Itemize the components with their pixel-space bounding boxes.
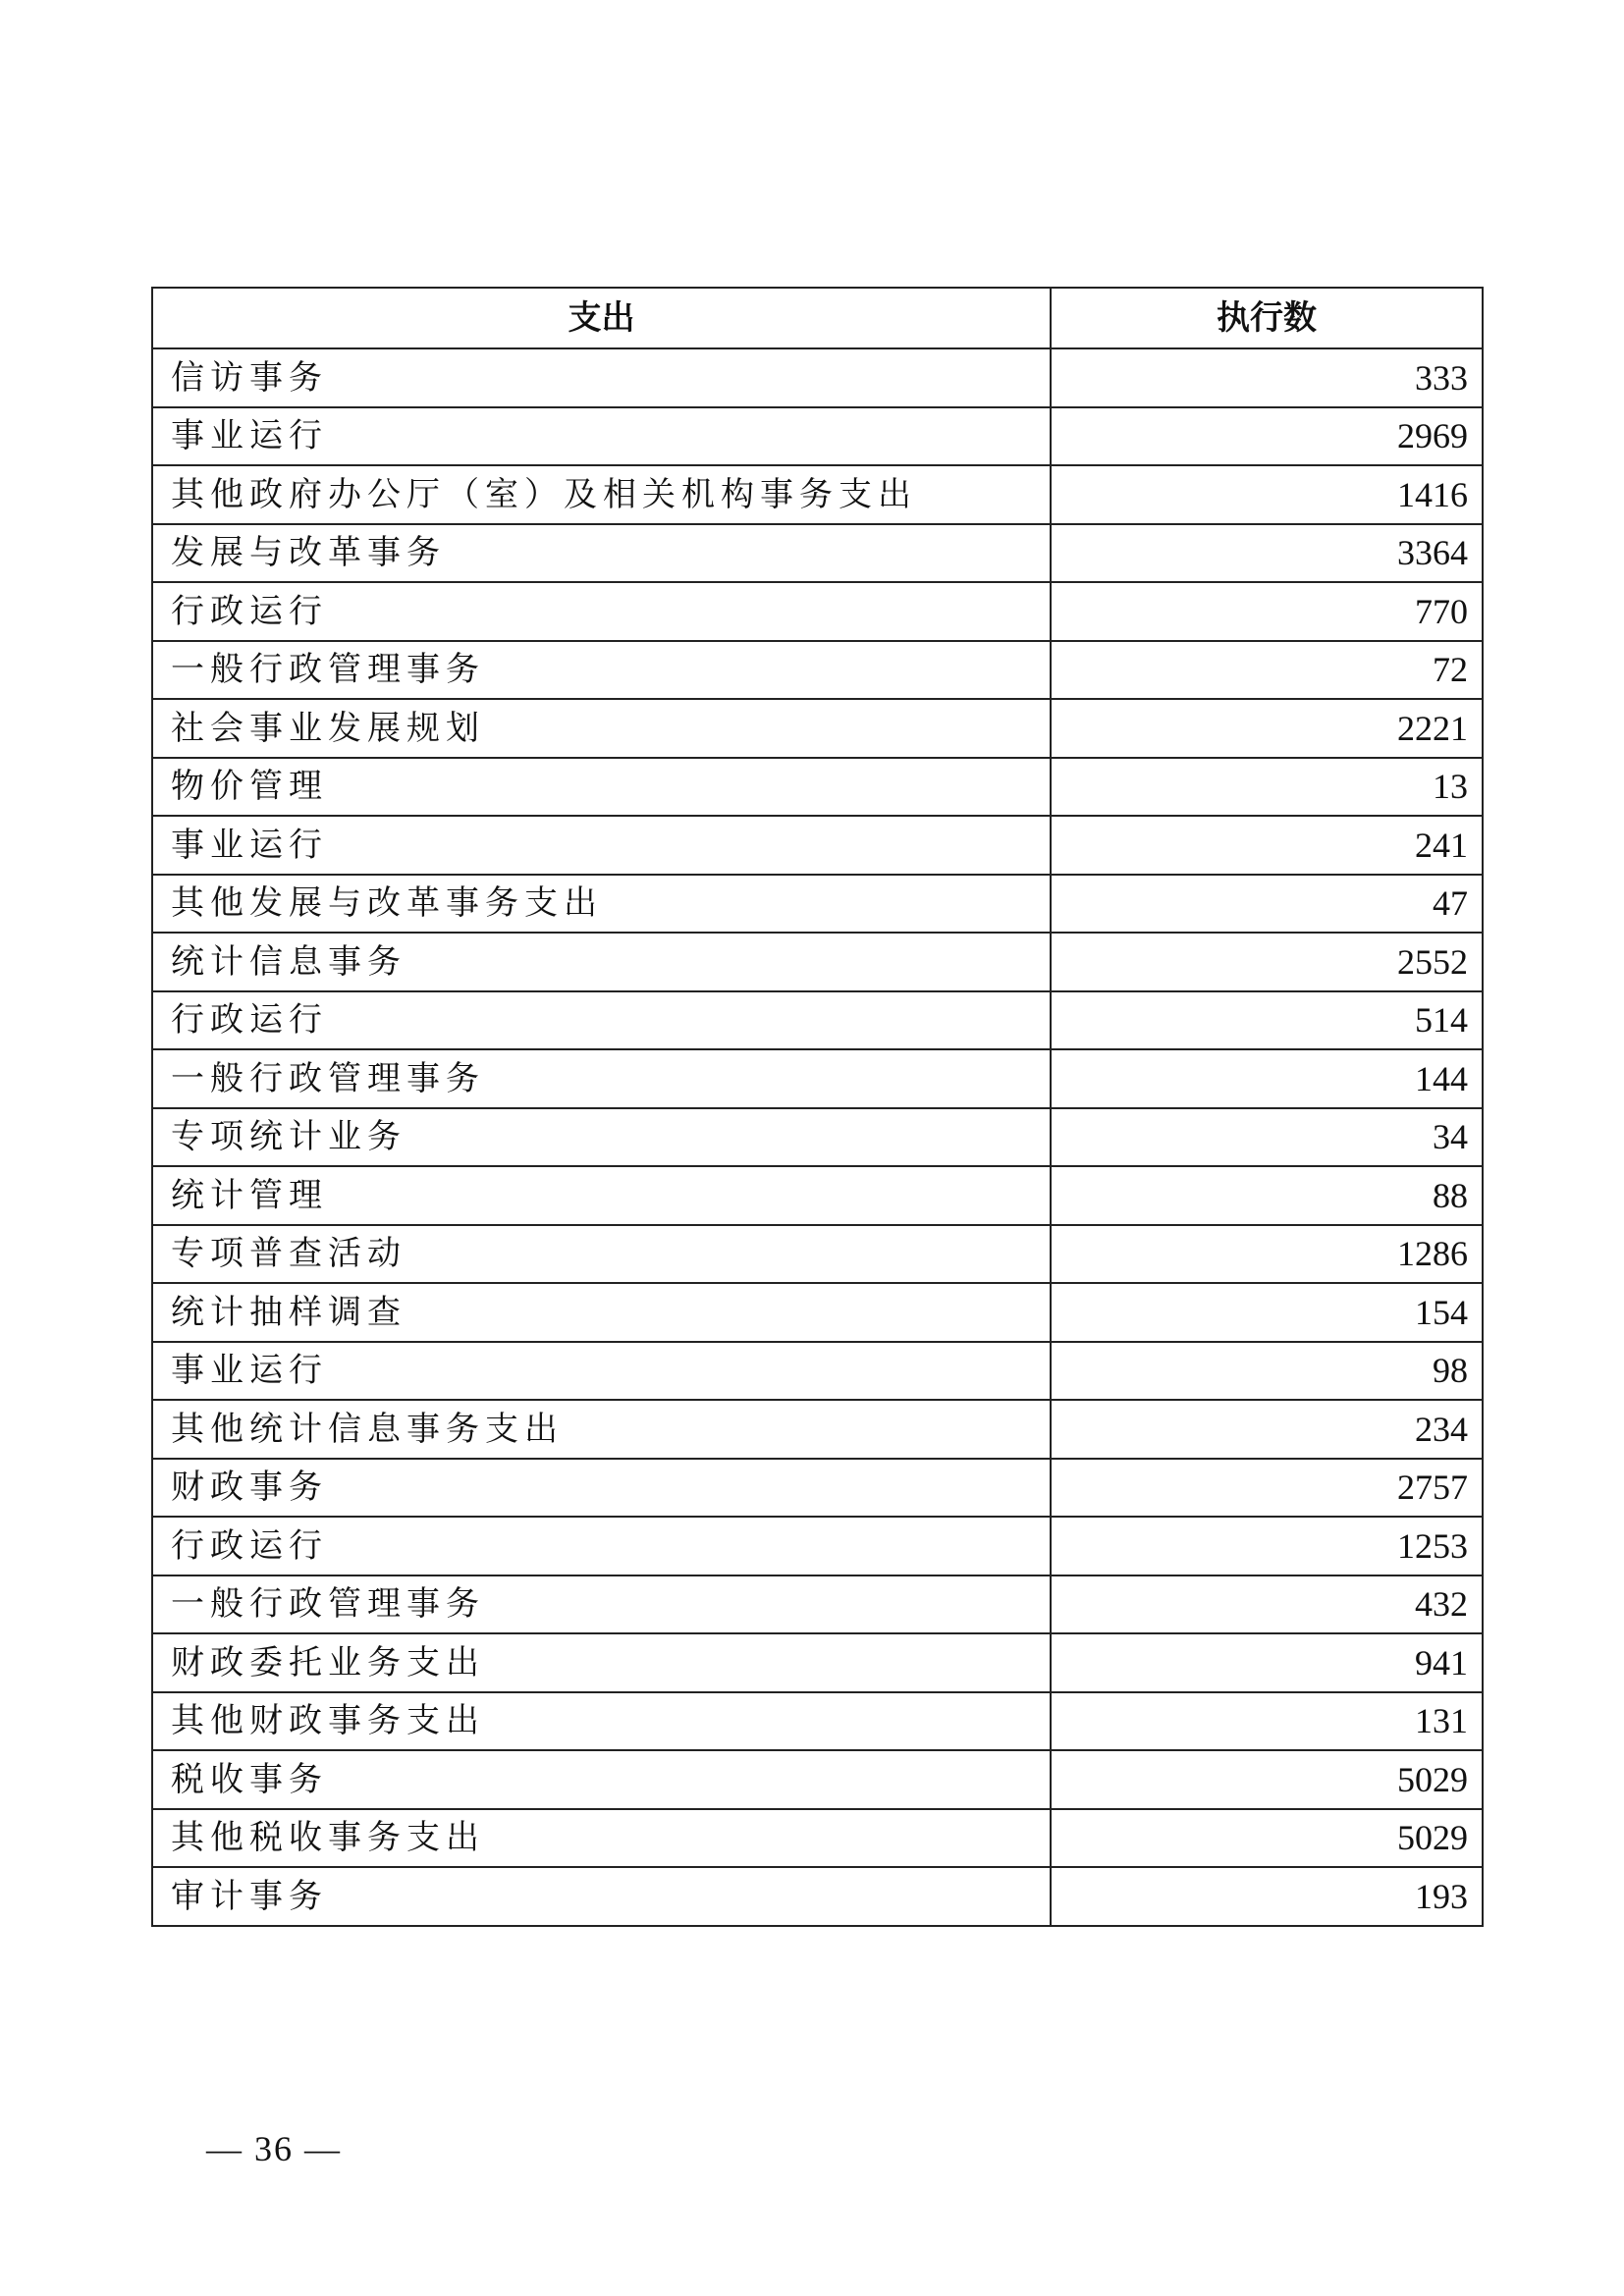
table-row xyxy=(152,1867,1483,1926)
header-expenditure: 支出 xyxy=(152,288,1051,348)
row-item-value: 13 xyxy=(1051,758,1483,817)
table-row xyxy=(152,1049,1483,1108)
table-row xyxy=(152,407,1483,466)
row-item-value: 47 xyxy=(1051,875,1483,934)
table-row xyxy=(152,1342,1483,1401)
row-item-value: 5029 xyxy=(1051,1750,1483,1809)
table-row xyxy=(152,1517,1483,1575)
table-row xyxy=(152,1108,1483,1167)
row-item-name: 专项普查活动 xyxy=(152,1225,1051,1284)
row-item-value: 2757 xyxy=(1051,1459,1483,1518)
row-item-name: 一般行政管理事务 xyxy=(152,641,1051,700)
row-item-name: 其他统计信息事务支出 xyxy=(152,1400,1051,1459)
row-item-value: 144 xyxy=(1051,1049,1483,1108)
row-item-value: 432 xyxy=(1051,1575,1483,1634)
row-item-value: 2221 xyxy=(1051,699,1483,758)
row-item-value: 154 xyxy=(1051,1283,1483,1342)
row-item-name: 行政运行 xyxy=(152,1517,1051,1575)
row-item-value: 131 xyxy=(1051,1692,1483,1751)
row-item-name: 其他发展与改革事务支出 xyxy=(152,875,1051,934)
row-item-value: 241 xyxy=(1051,816,1483,875)
row-item-name: 其他财政事务支出 xyxy=(152,1692,1051,1751)
row-item-value: 1416 xyxy=(1051,465,1483,524)
table-row xyxy=(152,465,1483,524)
table-row xyxy=(152,1166,1483,1225)
row-item-name: 财政事务 xyxy=(152,1459,1051,1518)
row-item-value: 2552 xyxy=(1051,933,1483,991)
table-row xyxy=(152,582,1483,641)
row-item-name: 社会事业发展规划 xyxy=(152,699,1051,758)
row-item-value: 2969 xyxy=(1051,407,1483,466)
table-row xyxy=(152,348,1483,407)
row-item-name: 财政委托业务支出 xyxy=(152,1633,1051,1692)
expenditure-table xyxy=(151,287,1484,1927)
row-item-name: 行政运行 xyxy=(152,991,1051,1050)
table-row xyxy=(152,1225,1483,1284)
table-row xyxy=(152,1809,1483,1868)
row-item-name: 专项统计业务 xyxy=(152,1108,1051,1167)
table-row xyxy=(152,933,1483,991)
row-item-value: 34 xyxy=(1051,1108,1483,1167)
row-item-value: 88 xyxy=(1051,1166,1483,1225)
row-item-name: 税收事务 xyxy=(152,1750,1051,1809)
table-row xyxy=(152,699,1483,758)
row-item-value: 98 xyxy=(1051,1342,1483,1401)
table-row xyxy=(152,991,1483,1050)
row-item-value: 514 xyxy=(1051,991,1483,1050)
row-item-name: 统计抽样调查 xyxy=(152,1283,1051,1342)
page-number: — 36 — xyxy=(206,2129,342,2168)
table-row xyxy=(152,1400,1483,1459)
table-row xyxy=(152,1459,1483,1518)
row-item-name: 统计信息事务 xyxy=(152,933,1051,991)
row-item-name: 信访事务 xyxy=(152,348,1051,407)
row-item-name: 其他税收事务支出 xyxy=(152,1809,1051,1868)
row-item-name: 事业运行 xyxy=(152,816,1051,875)
row-item-name: 其他政府办公厅（室）及相关机构事务支出 xyxy=(152,465,1051,524)
table-row xyxy=(152,875,1483,934)
header-executed-amount: 执行数 xyxy=(1051,288,1483,348)
row-item-value: 1253 xyxy=(1051,1517,1483,1575)
row-item-value: 5029 xyxy=(1051,1809,1483,1868)
row-item-value: 72 xyxy=(1051,641,1483,700)
row-item-value: 1286 xyxy=(1051,1225,1483,1284)
row-item-value: 941 xyxy=(1051,1633,1483,1692)
row-item-value: 770 xyxy=(1051,582,1483,641)
table-header xyxy=(152,288,1483,348)
row-item-name: 事业运行 xyxy=(152,1342,1051,1401)
row-item-name: 行政运行 xyxy=(152,582,1051,641)
header-row xyxy=(152,288,1483,348)
table-row xyxy=(152,641,1483,700)
row-item-name: 统计管理 xyxy=(152,1166,1051,1225)
table-row xyxy=(152,758,1483,817)
row-item-name: 事业运行 xyxy=(152,407,1051,466)
row-item-value: 193 xyxy=(1051,1867,1483,1926)
table-row xyxy=(152,1633,1483,1692)
row-item-name: 一般行政管理事务 xyxy=(152,1049,1051,1108)
table-row xyxy=(152,524,1483,583)
row-item-name: 发展与改革事务 xyxy=(152,524,1051,583)
row-item-name: 物价管理 xyxy=(152,758,1051,817)
table-row xyxy=(152,1575,1483,1634)
table-row xyxy=(152,816,1483,875)
table-row xyxy=(152,1692,1483,1751)
table-row xyxy=(152,1750,1483,1809)
row-item-value: 3364 xyxy=(1051,524,1483,583)
row-item-name: 审计事务 xyxy=(152,1867,1051,1926)
table-row xyxy=(152,1283,1483,1342)
row-item-name: 一般行政管理事务 xyxy=(152,1575,1051,1634)
row-item-value: 234 xyxy=(1051,1400,1483,1459)
table-body xyxy=(152,348,1483,1926)
row-item-value: 333 xyxy=(1051,348,1483,407)
